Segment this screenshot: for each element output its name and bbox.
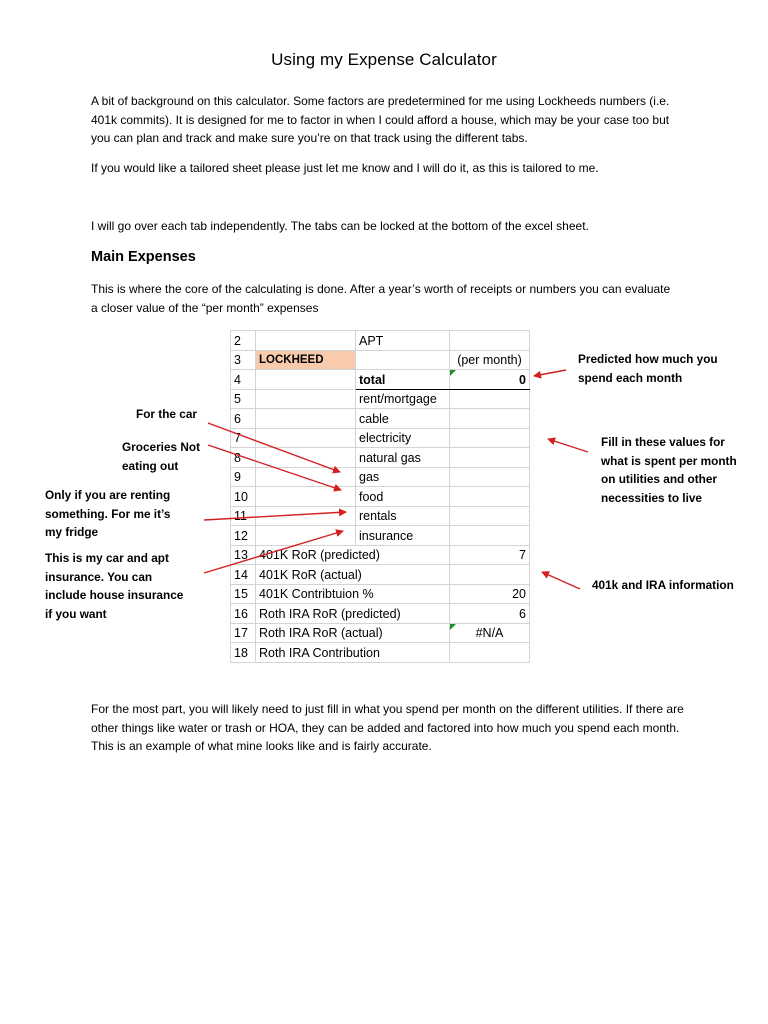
row-number: 7 — [231, 428, 256, 448]
row-number: 3 — [231, 350, 256, 370]
row-number: 10 — [231, 487, 256, 507]
label-cell: Roth IRA Contribution — [256, 643, 450, 663]
label-cell: 401K RoR (predicted) — [256, 545, 450, 565]
row-number: 16 — [231, 604, 256, 624]
row-number: 6 — [231, 409, 256, 429]
label-cell: Roth IRA RoR (predicted) — [256, 604, 450, 624]
expense-label-cell: APT — [356, 331, 450, 351]
value-cell: #N/A — [450, 623, 530, 643]
expense-label-cell: natural gas — [356, 448, 450, 468]
row-number: 15 — [231, 584, 256, 604]
expense-label-cell: food — [356, 487, 450, 507]
lockheed-cell: LOCKHEED — [256, 350, 356, 370]
label-cell: 401K RoR (actual) — [256, 565, 450, 585]
expense-label-cell: gas — [356, 467, 450, 487]
value-cell: (per month) — [450, 350, 530, 370]
expense-label-cell: rent/mortgage — [356, 389, 450, 409]
arrow-predicted — [534, 370, 566, 376]
intro-paragraph-2: If you would like a tailored sheet please just let me know and I will do it, as this is tailored to me. — [91, 161, 599, 175]
row-number: 12 — [231, 526, 256, 546]
arrow-fill-in — [548, 439, 588, 452]
note-ira: 401k and IRA information — [592, 578, 734, 592]
note-fill-in: Fill in these values for what is spent per month on utilities and other necessities to live — [601, 435, 737, 505]
expense-label-cell: rentals — [356, 506, 450, 526]
arrow-groceries — [208, 445, 341, 490]
arrow-ira — [542, 572, 580, 589]
row-number: 11 — [231, 506, 256, 526]
value-cell: 0 — [450, 370, 530, 390]
expense-label-cell: electricity — [356, 428, 450, 448]
note-renting: Only if you are renting something. For me it’s my fridge — [45, 488, 171, 540]
arrow-insurance — [204, 531, 343, 573]
row-number: 5 — [231, 389, 256, 409]
page-title: Using my Expense Calculator — [271, 50, 497, 69]
expense-label-cell: total — [356, 370, 450, 390]
expense-label-cell: cable — [356, 409, 450, 429]
intro-paragraph-3: I will go over each tab independently. The tabs can be locked at the bottom of the excel sheet. — [91, 219, 589, 233]
arrow-renting — [204, 512, 346, 520]
note-groceries: Groceries Not eating out — [122, 440, 201, 473]
note-predicted: Predicted how much you spend each month — [578, 352, 718, 385]
section-heading: Main Expenses — [91, 249, 196, 265]
value-cell: 6 — [450, 604, 530, 624]
note-car: For the car — [136, 407, 197, 421]
row-number: 14 — [231, 565, 256, 585]
label-cell: Roth IRA RoR (actual) — [256, 623, 450, 643]
row-number: 18 — [231, 643, 256, 663]
value-cell: 20 — [450, 584, 530, 604]
row-number: 4 — [231, 370, 256, 390]
expense-label-cell: insurance — [356, 526, 450, 546]
closing-paragraph: For the most part, you will likely need to just fill in what you spend per month on the different utilities. If there are other things like water or trash or HOA, they can be added and factored into how much you spend each month. This is an example of what mine looks like and is fairly accurate. — [91, 702, 684, 754]
row-number: 17 — [231, 623, 256, 643]
label-cell: 401K Contribtuion % — [256, 584, 450, 604]
note-insurance: This is my car and apt insurance. You can include house insurance if you want — [45, 551, 184, 621]
row-number: 8 — [231, 448, 256, 468]
row-number: 13 — [231, 545, 256, 565]
value-cell: 7 — [450, 545, 530, 565]
intro-paragraph-1: A bit of background on this calculator. Some factors are predetermined for me using Lockheeds numbers (i.e. 401k commits). It is designed for me to factor in when I could afford a house, which may be your case too but you can plan and track and make sure you’re on that track using the different tabs. — [91, 94, 670, 146]
row-number: 2 — [231, 331, 256, 351]
section-paragraph: This is where the core of the calculating is done. After a year’s worth of receipts or numbers you can evaluate a closer value of the “per month” expenses — [91, 282, 671, 315]
row-number: 9 — [231, 467, 256, 487]
arrow-car — [208, 423, 340, 472]
